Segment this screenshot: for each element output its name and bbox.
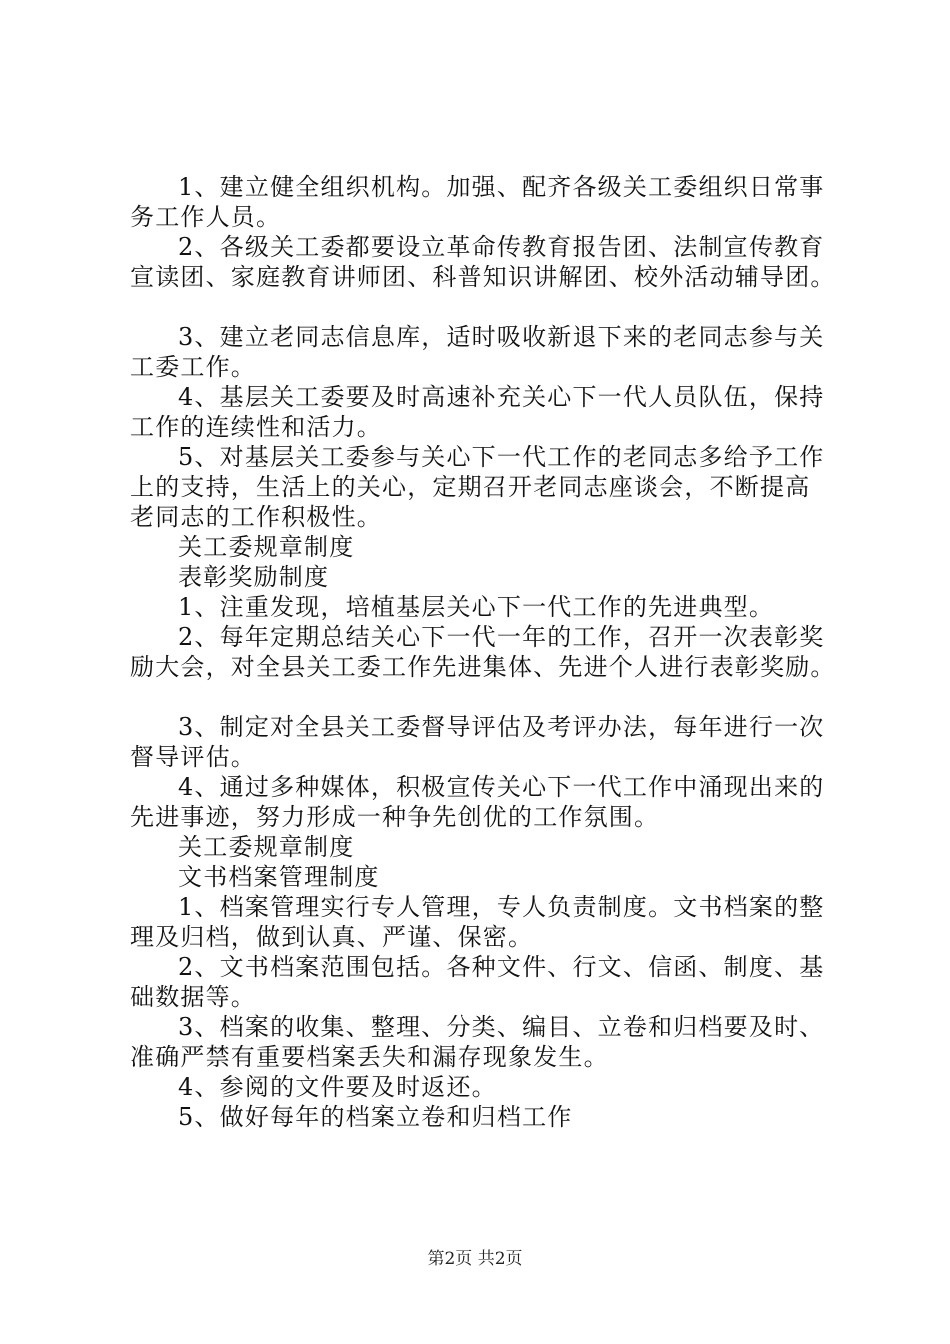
paragraph-line: 2、各级关工委都要设立革命传教育报告团、法制宣传教育 — [178, 233, 825, 261]
blank-line — [130, 292, 850, 322]
paragraph-line: 3、建立老同志信息库，适时吸收新退下来的老同志参与关 — [178, 323, 825, 351]
paragraph-line: 督导评估。 — [130, 743, 256, 771]
paragraph-line: 5、对基层关工委参与关心下一代工作的老同志多给予工作 — [178, 443, 825, 471]
paragraph-line: 工委工作。 — [130, 353, 256, 381]
page-footer: 第2页 共2页 — [427, 1249, 523, 1269]
paragraph-line: 宣读团、家庭教育讲师团、科普知识讲解团、校外活动辅导团。 — [130, 263, 836, 291]
paragraph-line: 3、档案的收集、整理、分类、编目、立卷和归档要及时、 — [178, 1013, 825, 1041]
paragraph-line: 4、参阅的文件要及时返还。 — [178, 1073, 497, 1101]
section-subheading: 文书档案管理制度 — [178, 863, 380, 891]
blank-line — [130, 682, 850, 712]
paragraph-line: 先进事迹，努力形成一种争先创优的工作氛围。 — [130, 803, 660, 831]
paragraph-line: 3、制定对全县关工委督导评估及考评办法，每年进行一次 — [178, 713, 825, 741]
paragraph-line: 上的支持，生活上的关心，定期召开老同志座谈会，不断提高 — [130, 473, 811, 501]
paragraph-line: 2、每年定期总结关心下一代一年的工作，召开一次表彰奖 — [178, 623, 825, 651]
section-heading: 关工委规章制度 — [178, 533, 355, 561]
section-heading: 关工委规章制度 — [178, 833, 355, 861]
body-text — [130, 172, 850, 1132]
paragraph-line: 2、文书档案范围包括。各种文件、行文、信函、制度、基 — [178, 953, 825, 981]
paragraph-line: 础数据等。 — [130, 983, 256, 1011]
paragraph-line: 1、注重发现，培植基层关心下一代工作的先进典型。 — [178, 593, 775, 621]
paragraph-line: 5、做好每年的档案立卷和归档工作 — [178, 1103, 573, 1131]
paragraph-line: 4、基层关工委要及时高速补充关心下一代人员队伍，保持 — [178, 383, 825, 411]
paragraph-line: 准确严禁有重要档案丢失和漏存现象发生。 — [130, 1043, 609, 1071]
paragraph-line: 工作的连续性和活力。 — [130, 413, 382, 441]
paragraph-line: 1、建立健全组织机构。加强、配齐各级关工委组织日常事 — [178, 173, 825, 201]
paragraph-line: 务工作人员。 — [130, 203, 282, 231]
paragraph-line: 理及归档，做到认真、严谨、保密。 — [130, 923, 534, 951]
paragraph-line: 1、档案管理实行专人管理，专人负责制度。文书档案的整 — [178, 893, 825, 921]
paragraph-line: 老同志的工作积极性。 — [130, 503, 382, 531]
paragraph-line: 励大会，对全县关工委工作先进集体、先进个人进行表彰奖励。 — [130, 653, 836, 681]
paragraph-line: 4、通过多种媒体，积极宣传关心下一代工作中涌现出来的 — [178, 773, 825, 801]
section-subheading: 表彰奖励制度 — [178, 563, 330, 591]
